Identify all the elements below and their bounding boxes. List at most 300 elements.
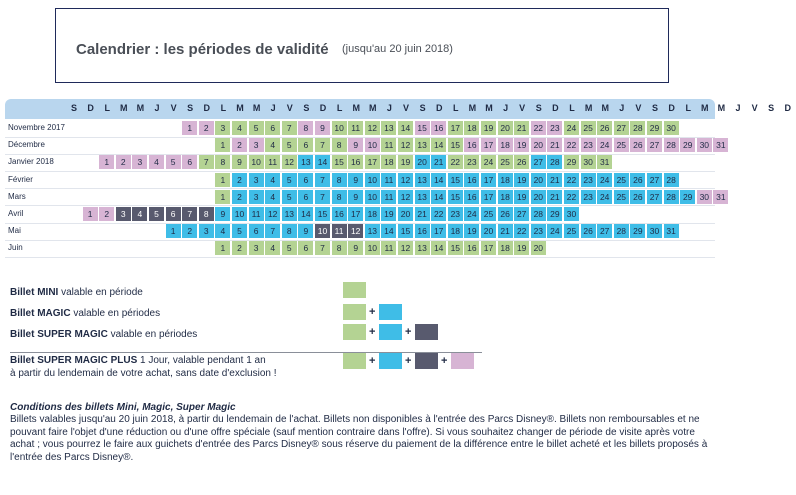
weekday-header: M <box>252 103 261 113</box>
day-cell: 3 <box>249 241 265 255</box>
day-cell: 17 <box>481 138 497 152</box>
legend-bold: Billet MAGIC <box>10 308 71 319</box>
day-cell: 4 <box>232 121 248 135</box>
day-cell: 18 <box>498 138 514 152</box>
weekday-header: L <box>685 103 691 113</box>
day-cell: 7 <box>315 190 331 204</box>
day-cell: 24 <box>464 207 480 221</box>
day-cell: 15 <box>448 138 464 152</box>
day-cell: 17 <box>481 173 497 187</box>
legend-swatch <box>343 304 366 320</box>
day-cell: 20 <box>398 207 414 221</box>
day-cell: 29 <box>547 207 563 221</box>
day-cell: 13 <box>298 155 314 169</box>
day-cell: 17 <box>481 241 497 255</box>
day-cell: 11 <box>381 138 397 152</box>
day-cell: 15 <box>415 121 431 135</box>
day-cell: 31 <box>713 190 729 204</box>
day-cell: 26 <box>630 138 646 152</box>
day-cell: 1 <box>99 155 115 169</box>
day-cell: 7 <box>265 224 281 238</box>
legend-item-super-magic-plus <box>10 354 277 380</box>
page-title: Calendrier : les périodes de validité <box>76 41 329 58</box>
month-label: Décembre <box>8 140 45 150</box>
weekday-header: M <box>468 103 477 113</box>
day-cell: 8 <box>282 224 298 238</box>
weekday-header: M <box>717 103 726 113</box>
day-cell: 5 <box>166 155 182 169</box>
month-label: Mars <box>8 191 26 201</box>
day-cell: 24 <box>597 173 613 187</box>
day-cell: 12 <box>398 190 414 204</box>
day-cell: 28 <box>664 138 680 152</box>
day-cell: 18 <box>498 241 514 255</box>
day-cell: 9 <box>348 138 364 152</box>
day-cell: 6 <box>166 207 182 221</box>
weekday-header: M <box>120 103 128 113</box>
weekday-header: D <box>435 103 443 113</box>
plus-sign: + <box>369 355 376 367</box>
weekday-header: L <box>336 103 343 113</box>
day-cell: 12 <box>348 224 364 238</box>
day-cell: 31 <box>713 138 729 152</box>
day-cell: 15 <box>398 224 414 238</box>
legend-swatch <box>415 324 438 340</box>
day-cell: 13 <box>415 173 431 187</box>
day-cell: 27 <box>597 224 613 238</box>
weekday-header: V <box>519 103 526 113</box>
day-cell: 12 <box>365 121 381 135</box>
day-cell: 30 <box>647 224 663 238</box>
day-cell: 2 <box>116 155 132 169</box>
day-cell: 26 <box>630 190 646 204</box>
day-cell: 30 <box>581 155 597 169</box>
day-cell: 6 <box>298 138 314 152</box>
day-cell: 13 <box>415 138 431 152</box>
day-cell: 4 <box>265 138 281 152</box>
weekday-header: M <box>584 103 593 113</box>
month-label: Mai <box>8 226 21 236</box>
day-cell: 4 <box>215 224 231 238</box>
day-cell: 14 <box>381 224 397 238</box>
weekday-header: J <box>154 103 160 113</box>
day-cell: 16 <box>431 121 447 135</box>
day-cell: 20 <box>415 155 431 169</box>
weekday-header: D <box>87 103 94 113</box>
day-cell: 4 <box>265 190 281 204</box>
day-cell: 12 <box>265 207 281 221</box>
legend-swatch <box>379 324 402 340</box>
day-cell: 1 <box>215 241 231 255</box>
day-cell: 30 <box>697 138 713 152</box>
day-cell: 30 <box>697 190 713 204</box>
legend-item-mini <box>10 287 143 298</box>
day-cell: 9 <box>315 121 331 135</box>
day-cell: 21 <box>547 190 563 204</box>
day-cell: 4 <box>132 207 148 221</box>
day-cell: 3 <box>199 224 215 238</box>
day-cell: 1 <box>215 138 231 152</box>
day-cell: 22 <box>564 138 580 152</box>
day-cell: 2 <box>232 138 248 152</box>
day-cell: 23 <box>547 121 563 135</box>
day-cell: 23 <box>581 138 597 152</box>
day-cell: 27 <box>647 173 663 187</box>
day-cell: 18 <box>498 190 514 204</box>
day-cell: 23 <box>581 190 597 204</box>
day-cell: 14 <box>431 241 447 255</box>
day-cell: 31 <box>664 224 680 238</box>
day-cell: 3 <box>249 190 265 204</box>
plus-sign: + <box>369 326 376 338</box>
day-cell: 5 <box>249 121 265 135</box>
conditions-text: Billets valables jusqu'au 20 juin 2018, à partir du lendemain de l'achat. Billets non disponibles à l'entrée des Parcs Disney®. Billets non remboursables et ne pouvant faire l'objet d'une réduction ou d'une offre spéciale (sauf mention contraire dans l'offre). Si vous souhaitez changer de période de visite après votre achat ; vous pourrez le faire aux guichets d'entrée des Parcs Disney® sous réserve du paiement de la différence entre le billet acheté et les billets proposés à l'entrée des Parcs Disney®. <box>10 414 708 463</box>
day-cell: 9 <box>348 173 364 187</box>
day-cell: 20 <box>481 224 497 238</box>
weekday-header: S <box>419 103 426 113</box>
day-cell: 21 <box>415 207 431 221</box>
day-cell: 11 <box>381 241 397 255</box>
day-cell: 4 <box>149 155 165 169</box>
day-cell: 27 <box>647 138 663 152</box>
legend-swatch <box>343 282 366 298</box>
weekday-header: J <box>735 103 741 113</box>
day-cell: 10 <box>332 121 348 135</box>
legend-swatch <box>343 353 366 369</box>
day-cell: 29 <box>647 121 663 135</box>
day-cell: 4 <box>265 241 281 255</box>
day-cell: 11 <box>381 190 397 204</box>
day-cell: 22 <box>564 190 580 204</box>
day-cell: 19 <box>464 224 480 238</box>
day-cell: 24 <box>547 224 563 238</box>
day-cell: 6 <box>298 173 314 187</box>
day-cell: 27 <box>531 155 547 169</box>
day-cell: 6 <box>182 155 198 169</box>
day-cell: 4 <box>265 173 281 187</box>
day-cell: 5 <box>282 138 298 152</box>
day-cell: 25 <box>614 190 630 204</box>
day-cell: 21 <box>514 121 530 135</box>
plus-sign: + <box>441 355 448 367</box>
day-cell: 5 <box>282 173 298 187</box>
day-cell: 2 <box>232 190 248 204</box>
legend-text: valable en périodes <box>70 308 161 319</box>
day-cell: 28 <box>547 155 563 169</box>
legend-text: 1 Jour, valable pendant 1 an <box>137 355 266 366</box>
day-cell: 17 <box>448 121 464 135</box>
day-cell: 3 <box>215 121 231 135</box>
day-cell: 2 <box>199 121 215 135</box>
legend-text: valable en période <box>58 287 143 298</box>
day-cell: 21 <box>498 224 514 238</box>
day-cell: 19 <box>481 121 497 135</box>
day-cell: 5 <box>232 224 248 238</box>
day-cell: 14 <box>431 190 447 204</box>
day-cell: 23 <box>448 207 464 221</box>
day-cell: 11 <box>332 224 348 238</box>
day-cell: 14 <box>315 155 331 169</box>
day-cell: 12 <box>282 155 298 169</box>
day-cell: 22 <box>531 121 547 135</box>
day-cell: 13 <box>282 207 298 221</box>
day-cell: 2 <box>182 224 198 238</box>
day-cell: 27 <box>514 207 530 221</box>
day-cell: 2 <box>232 173 248 187</box>
day-cell: 29 <box>564 155 580 169</box>
weekday-header: J <box>386 103 392 113</box>
month-label: Juin <box>8 243 23 253</box>
day-cell: 25 <box>481 207 497 221</box>
day-cell: 25 <box>498 155 514 169</box>
weekday-header: M <box>136 103 145 113</box>
day-cell: 15 <box>448 241 464 255</box>
page-subtitle: (jusqu'au 20 juin 2018) <box>342 43 453 55</box>
day-cell: 15 <box>315 207 331 221</box>
day-cell: 18 <box>464 121 480 135</box>
day-cell: 16 <box>464 138 480 152</box>
legend-item-magic <box>10 308 160 319</box>
day-cell: 10 <box>249 155 265 169</box>
weekday-header: S <box>70 103 77 113</box>
day-cell: 28 <box>531 207 547 221</box>
day-cell: 8 <box>298 121 314 135</box>
weekday-header: L <box>220 103 227 113</box>
day-cell: 28 <box>630 121 646 135</box>
day-cell: 22 <box>448 155 464 169</box>
day-cell: 30 <box>664 121 680 135</box>
day-cell: 10 <box>315 224 331 238</box>
day-cell: 21 <box>547 138 563 152</box>
day-cell: 14 <box>298 207 314 221</box>
day-cell: 6 <box>298 241 314 255</box>
weekday-header: M <box>485 103 493 113</box>
day-cell: 18 <box>365 207 381 221</box>
legend-bold: Billet SUPER MAGIC PLUS <box>10 355 138 366</box>
day-cell: 18 <box>448 224 464 238</box>
weekday-header: S <box>535 103 542 113</box>
day-cell: 1 <box>215 173 231 187</box>
day-cell: 6 <box>265 121 281 135</box>
day-cell: 17 <box>481 190 497 204</box>
legend-bold: Billet MINI <box>10 287 59 298</box>
day-cell: 5 <box>282 241 298 255</box>
day-cell: 8 <box>332 190 348 204</box>
day-cell: 6 <box>249 224 265 238</box>
day-cell: 11 <box>249 207 265 221</box>
day-cell: 7 <box>182 207 198 221</box>
day-cell: 5 <box>149 207 165 221</box>
weekday-header: V <box>402 103 409 113</box>
day-cell: 8 <box>199 207 215 221</box>
day-cell: 16 <box>464 190 480 204</box>
day-cell: 8 <box>332 241 348 255</box>
day-cell: 24 <box>597 138 613 152</box>
day-cell: 25 <box>581 121 597 135</box>
day-cell: 16 <box>464 241 480 255</box>
day-cell: 29 <box>680 190 696 204</box>
weekday-header: M <box>601 103 609 113</box>
legend-bold: Billet SUPER MAGIC <box>10 329 108 340</box>
day-cell: 20 <box>531 241 547 255</box>
day-cell: 19 <box>514 241 530 255</box>
legend-divider <box>10 352 482 353</box>
day-cell: 16 <box>348 155 364 169</box>
day-cell: 23 <box>531 224 547 238</box>
weekday-header: J <box>503 103 509 113</box>
day-cell: 1 <box>83 207 99 221</box>
month-label: Avril <box>8 209 24 218</box>
day-cell: 10 <box>232 207 248 221</box>
day-cell: 15 <box>448 190 464 204</box>
weekday-header: D <box>552 103 559 113</box>
month-label: Novembre 2017 <box>8 123 65 132</box>
day-cell: 13 <box>415 241 431 255</box>
day-cell: 17 <box>348 207 364 221</box>
day-cell: 12 <box>398 241 414 255</box>
day-cell: 29 <box>680 138 696 152</box>
weekday-header: S <box>768 103 775 113</box>
day-cell: 22 <box>431 207 447 221</box>
day-cell: 25 <box>564 224 580 238</box>
legend-text: valable en périodes <box>107 329 198 340</box>
day-cell: 24 <box>564 121 580 135</box>
day-cell: 9 <box>298 224 314 238</box>
day-cell: 14 <box>398 121 414 135</box>
day-cell: 26 <box>597 121 613 135</box>
day-cell: 14 <box>431 138 447 152</box>
legend-item-super-magic <box>10 329 197 340</box>
day-cell: 9 <box>348 241 364 255</box>
legend-swatch <box>379 304 402 320</box>
conditions-title: Conditions des billets Mini, Magic, Super Magic <box>10 402 236 413</box>
weekday-header: S <box>187 103 194 113</box>
day-cell: 19 <box>381 207 397 221</box>
weekday-header: L <box>569 103 575 113</box>
day-cell: 10 <box>365 241 381 255</box>
day-cell: 30 <box>564 207 580 221</box>
day-cell: 19 <box>514 138 530 152</box>
title-box <box>55 8 669 83</box>
weekday-header: D <box>784 103 792 113</box>
day-cell: 12 <box>398 173 414 187</box>
day-cell: 9 <box>232 155 248 169</box>
day-cell: 1 <box>215 190 231 204</box>
day-cell: 16 <box>332 207 348 221</box>
day-cell: 28 <box>664 190 680 204</box>
day-cell: 28 <box>664 173 680 187</box>
day-cell: 10 <box>365 138 381 152</box>
day-cell: 8 <box>332 173 348 187</box>
weekday-header: M <box>701 103 709 113</box>
day-cell: 16 <box>464 173 480 187</box>
plus-sign: + <box>369 306 376 318</box>
day-cell: 11 <box>348 121 364 135</box>
day-cell: 26 <box>630 173 646 187</box>
weekday-header: D <box>203 103 211 113</box>
day-cell: 15 <box>332 155 348 169</box>
day-cell: 7 <box>199 155 215 169</box>
day-cell: 12 <box>398 138 414 152</box>
weekday-header: M <box>236 103 244 113</box>
day-cell: 20 <box>498 121 514 135</box>
day-cell: 21 <box>547 173 563 187</box>
weekday-header: S <box>303 103 310 113</box>
legend-swatch <box>379 353 402 369</box>
day-cell: 2 <box>232 241 248 255</box>
day-cell: 9 <box>348 190 364 204</box>
day-cell: 3 <box>249 173 265 187</box>
day-cell: 13 <box>415 190 431 204</box>
day-cell: 20 <box>531 190 547 204</box>
weekday-header: V <box>635 103 642 113</box>
day-cell: 28 <box>614 224 630 238</box>
day-cell: 20 <box>531 173 547 187</box>
weekday-header: J <box>619 103 625 113</box>
day-cell: 24 <box>597 190 613 204</box>
day-cell: 26 <box>498 207 514 221</box>
weekday-header: S <box>651 103 658 113</box>
day-cell: 11 <box>381 173 397 187</box>
day-cell: 3 <box>249 138 265 152</box>
day-cell: 6 <box>298 190 314 204</box>
weekday-header: V <box>170 103 177 113</box>
day-cell: 7 <box>282 121 298 135</box>
weekday-header: V <box>751 103 758 113</box>
day-cell: 14 <box>431 173 447 187</box>
day-cell: 5 <box>282 190 298 204</box>
day-cell: 27 <box>614 121 630 135</box>
day-cell: 7 <box>315 138 331 152</box>
weekday-header: J <box>270 103 276 113</box>
day-cell: 13 <box>365 224 381 238</box>
day-cell: 29 <box>630 224 646 238</box>
day-cell: 15 <box>448 173 464 187</box>
day-cell: 22 <box>514 224 530 238</box>
day-cell: 10 <box>365 190 381 204</box>
day-cell: 17 <box>431 224 447 238</box>
day-cell: 19 <box>514 190 530 204</box>
day-cell: 13 <box>381 121 397 135</box>
day-cell: 27 <box>647 190 663 204</box>
day-cell: 20 <box>531 138 547 152</box>
day-cell: 26 <box>514 155 530 169</box>
day-cell: 10 <box>365 173 381 187</box>
day-cell: 7 <box>315 173 331 187</box>
day-cell: 3 <box>116 207 132 221</box>
weekday-header: M <box>369 103 377 113</box>
day-cell: 19 <box>398 155 414 169</box>
day-cell: 25 <box>614 173 630 187</box>
weekday-header: D <box>319 103 327 113</box>
plus-sign: + <box>405 355 412 367</box>
day-cell: 18 <box>381 155 397 169</box>
day-cell: 1 <box>166 224 182 238</box>
weekday-header: L <box>104 103 110 113</box>
day-cell: 8 <box>332 138 348 152</box>
day-cell: 22 <box>564 173 580 187</box>
day-cell: 2 <box>99 207 115 221</box>
plus-sign: + <box>405 326 412 338</box>
weekday-header: V <box>286 103 293 113</box>
day-cell: 19 <box>514 173 530 187</box>
weekday-header: M <box>352 103 360 113</box>
month-label: Février <box>8 174 33 184</box>
day-cell: 17 <box>365 155 381 169</box>
weekday-header: L <box>453 103 459 113</box>
day-cell: 31 <box>597 155 613 169</box>
day-cell: 9 <box>215 207 231 221</box>
